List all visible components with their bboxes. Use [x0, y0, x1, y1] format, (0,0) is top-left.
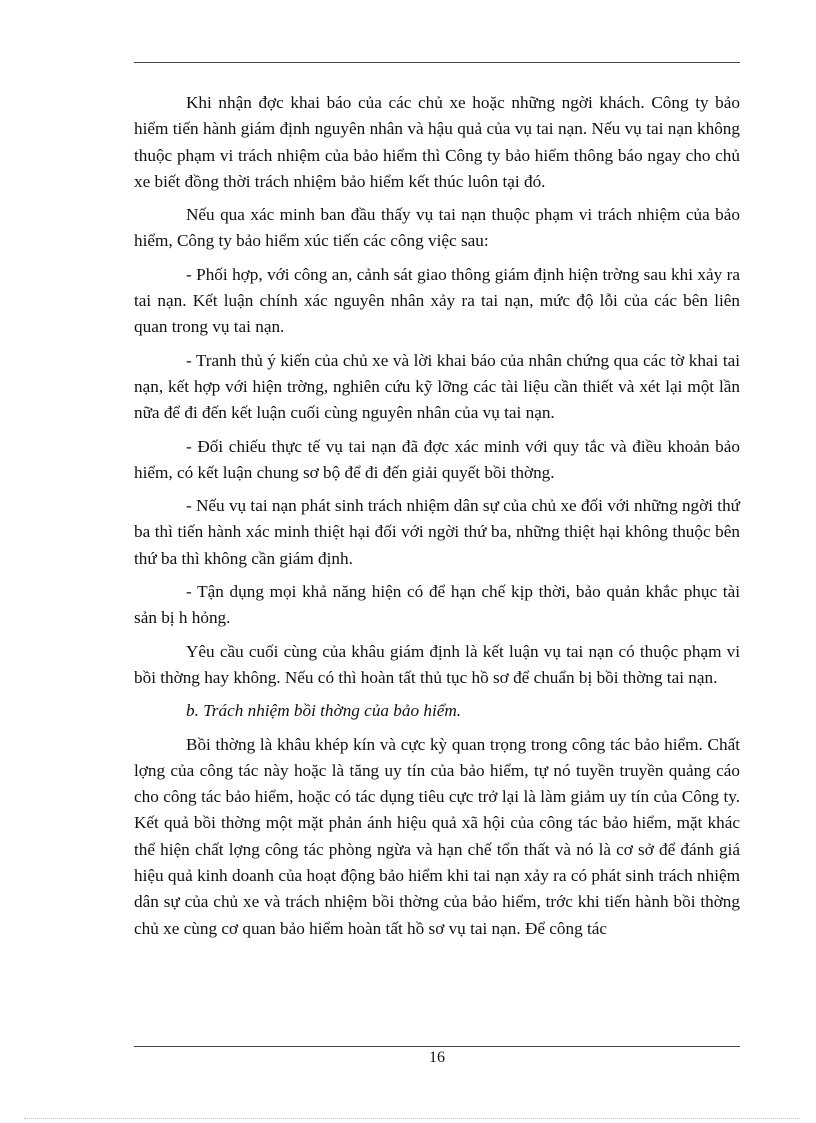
header-rule [134, 62, 740, 63]
paragraph-compare-rules: - Đối chiếu thực tế vụ tai nạn đã đợc xác minh với quy tắc và điều khoản bảo hiểm, có kết luận chung sơ bộ để đi đến giải quyết bồi thờng. [134, 436, 740, 482]
paragraph-compensation: Bồi thờng là khâu khép kín và cực kỳ quan trọng trong công tác bảo hiểm. Chất lợng của công tác này hoặc là tăng uy tín của bảo hiểm, tự nó tuyền truyền quảng cáo cho công tác bảo hiểm, hoặc có tác dụng tiêu cực trở lại là làm giảm uy tín của Công ty. Kết quả bồi thờng một mặt phản ánh hiệu quả xã hội của công tác bảo hiểm, mặt khác thể hiện chất lợng công tác phòng ngừa và hạn chế tổn thất và nó là cơ sở để đánh giá hiệu quả kinh doanh của hoạt động bảo hiểm khi tai nạn xảy ra có phát sinh trách nhiệm dân sự của chủ xe và trách nhiệm bồi thờng của bảo hiểm, trớc khi tiến hành bồi thờng chủ xe cùng cơ quan bảo hiểm hoàn tất hồ sơ vụ tai nạn. Để công tác [134, 734, 740, 938]
paragraph-third-party: - Nếu vụ tai nạn phát sinh trách nhiệm dân sự của chủ xe đối với những ngời thứ ba thì tiến hành xác minh thiệt hại đối với ngời thứ ba, những thiệt hại không thuộc bên thứ ba thì không cần giám định. [134, 496, 740, 568]
paragraph-final-requirement: Yêu cầu cuối cùng của khâu giám định là kết luận vụ tai nạn có thuộc phạm vi bồi thờng hay không. Nếu có thì hoàn tất thủ tục hồ sơ để chuẩn bị bồi thờng tai nạn. [134, 641, 740, 687]
paragraph-preserve-assets: - Tận dụng mọi khả năng hiện có để hạn chế kịp thời, bảo quản khắc phục tài sản bị h hỏng. [134, 582, 740, 628]
page-number: 16 [429, 1049, 445, 1066]
footer-rule [134, 1046, 740, 1047]
paragraph-coordinate-police: - Phối hợp, với công an, cảnh sát giao thông giám định hiện trờng sau khi xảy ra tai nạn. Kết luận chính xác nguyên nhân xảy ra tai nạn, mức độ lỗi của các bên liên quan trong vụ tai nạn. [134, 264, 740, 337]
page-edge-dotted-line [24, 1118, 800, 1119]
section-heading: b. Trách nhiệm bồi thờng của bảo hiểm. [186, 701, 462, 721]
paragraph-notification: Khi nhận đợc khai báo của các chủ xe hoặc những ngời khách. Công ty bảo hiểm tiến hành giám định nguyên nhân và hậu quả của vụ tai nạn. Nếu vụ tai nạn không thuộc phạm vi trách nhiệm của bảo hiểm thì Công ty bảo hiểm thông báo ngay cho chủ xe biết đồng thời trách nhiệm bảo hiểm kết thúc luôn tại đó. [134, 93, 740, 191]
paragraph-witness-statements: - Tranh thủ ý kiến của chủ xe và lời khai báo của nhân chứng qua các tờ khai tai nạn, kết hợp với hiện trờng, nghiên cứu kỹ lỡng các tài liệu cần thiết và xét lại một lần nữa để đi đến kết luận cuối cùng nguyên nhân của vụ tai nạn. [134, 350, 740, 423]
paragraph-verification: Nếu qua xác minh ban đầu thấy vụ tai nạn thuộc phạm vi trách nhiệm của bảo hiểm, Công ty bảo hiểm xúc tiến các công việc sau: [134, 205, 740, 251]
body-text [134, 90, 740, 949]
